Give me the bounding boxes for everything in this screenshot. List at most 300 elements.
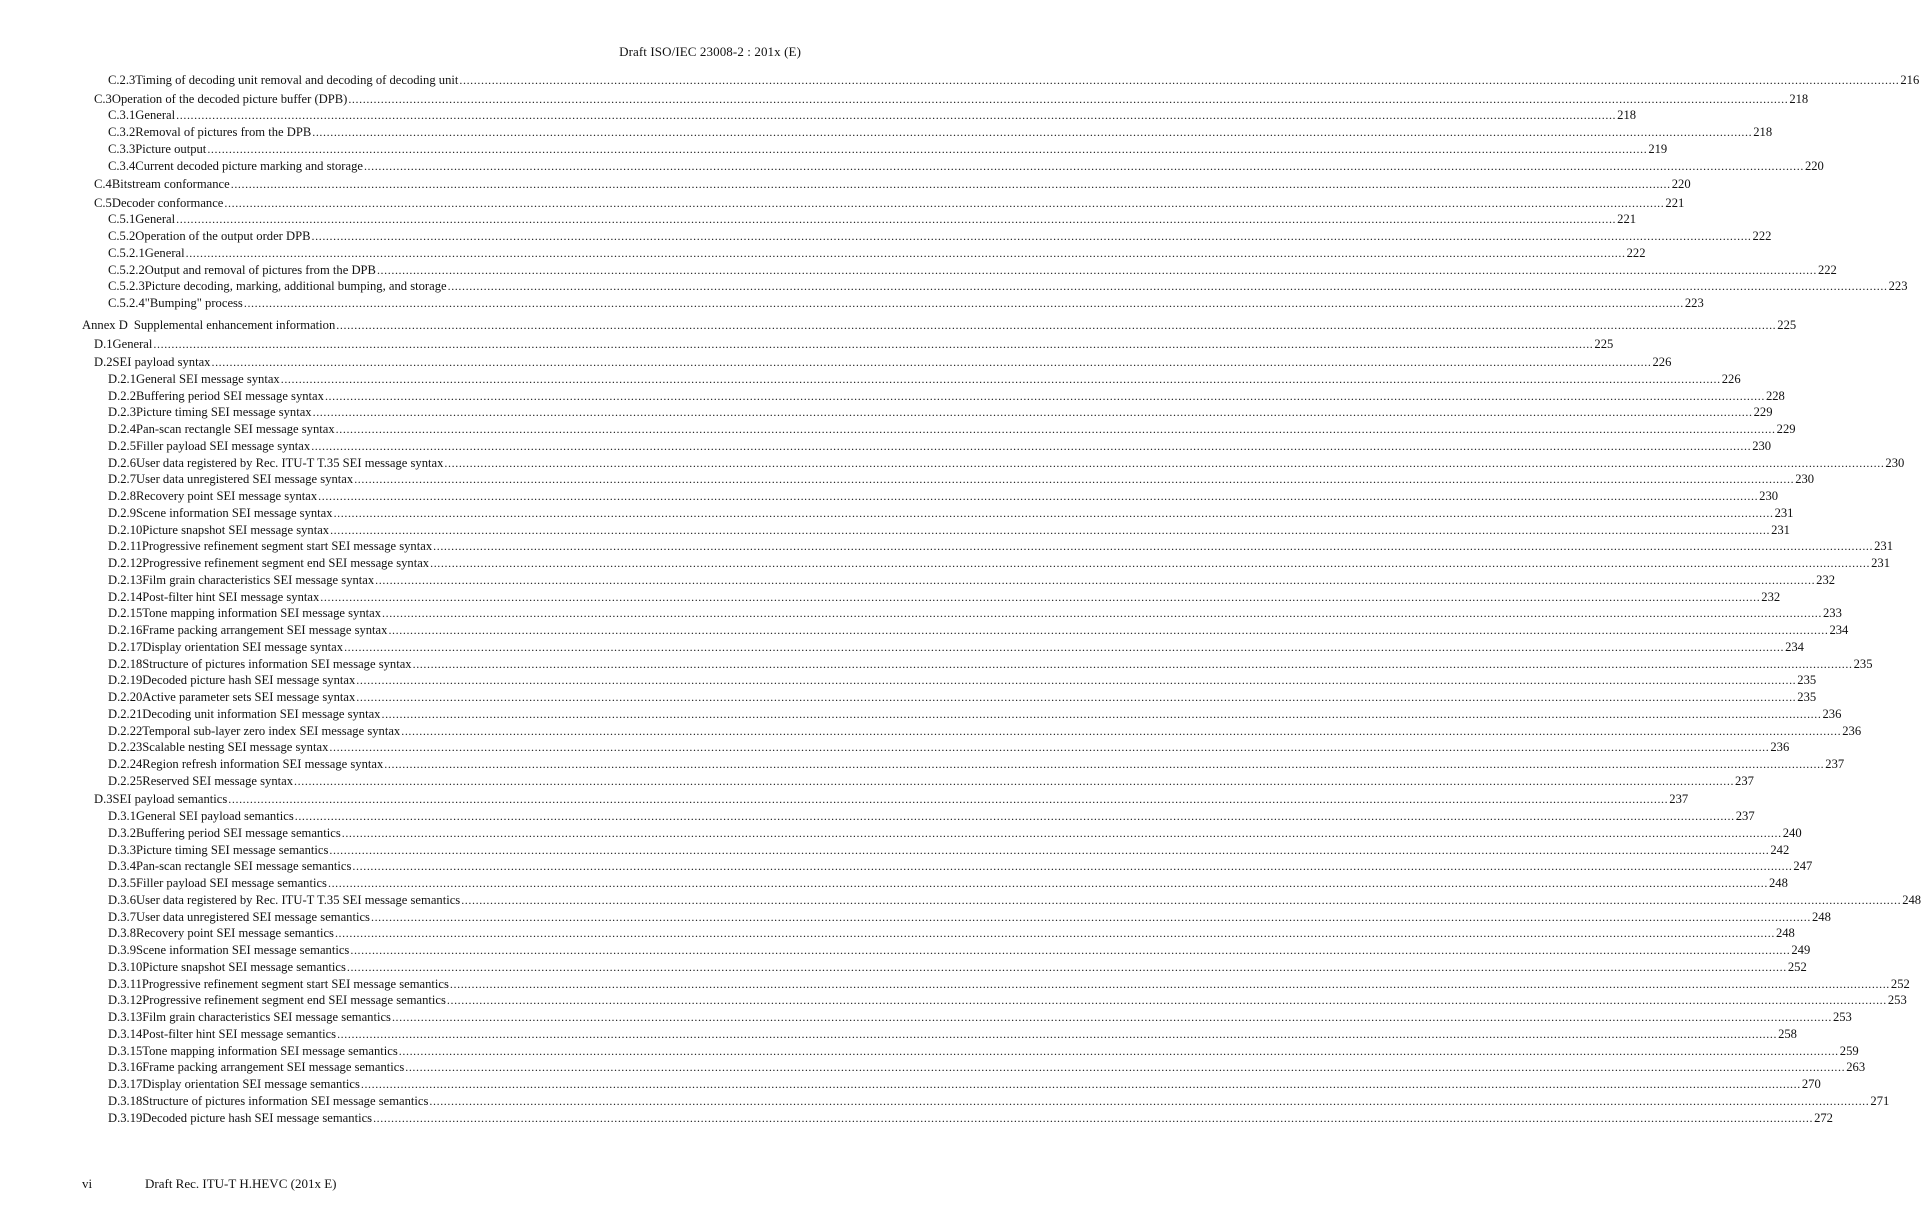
toc-entry-number: D.3.17 [108,1077,143,1091]
toc-entry-page: 240 [1782,825,1802,840]
toc-entry-title: Progressive refinement segment start SEI message semantics [141,976,449,991]
toc-entry-page: 237 [1825,757,1845,771]
toc-entry-title: Pan-scan rectangle SEI message semantics [136,859,352,874]
toc-entry-number: C.5.1 [108,212,136,227]
toc-entry[interactable] [108,488,1779,504]
toc-entry-title: Post-filter hint SEI message semantics [142,1026,337,1041]
toc-entry-page: 220 [1671,177,1691,191]
toc-entry-page: 228 [1765,388,1785,403]
toc-entry-title: Tone mapping information SEI message syntax [142,606,381,621]
toc-entry-title: Display orientation SEI message semantics [142,1077,360,1091]
toc-entry-title: Scene information SEI message syntax [136,505,333,520]
toc-entry-page: 248 [1768,876,1788,890]
toc-entry-title: Output and removal of pictures from the DPB [144,262,376,277]
toc-entry-title: Display orientation SEI message syntax [142,639,344,654]
toc-entry-number: D.3.14 [108,1026,143,1041]
toc-entry-title: Scene information SEI message semantics [136,943,350,957]
toc-leader-dots: ................................................................................................................................................................................................................................................................................................................................................................................................................ [224,195,1665,210]
toc-entry-number: D.2.6 [108,455,136,470]
toc-entry-title: Reserved SEI message syntax [142,773,294,788]
toc-entry-page: 248 [1811,909,1831,924]
toc-entry-number: C.4 [94,177,112,191]
toc-entry-title: General [112,336,153,351]
toc-entry-number: D.2.2 [108,388,136,403]
toc-entry-page: 235 [1853,656,1873,671]
toc-entry-page: 271 [1870,1093,1890,1108]
toc-entry-title: Tone mapping information SEI message semantics [142,1043,398,1058]
toc-entry-number: D.2.19 [108,673,143,688]
toc-entry[interactable] [108,505,1794,521]
toc-entry[interactable] [108,211,1637,227]
toc-entry[interactable] [108,892,1921,908]
toc-leader-dots: ................................................................................................................................................................................................................................................................................................................................................................................................................ [176,108,1617,123]
toc-entry-page: 249 [1791,943,1811,957]
toc-entry-page: 231 [1874,539,1894,554]
toc-leader-dots: ................................................................................................................................................................................................................................................................................................................................................................................................................ [153,336,1594,351]
toc-entry[interactable] [108,522,1790,538]
toc-entry[interactable] [94,336,1614,352]
toc-entry-title: Timing of decoding unit removal and decoding of decoding unit [135,73,459,87]
toc-entry-title: Supplemental enhancement information [133,318,336,332]
toc-entry[interactable] [108,1043,1859,1059]
toc-leader-dots: ................................................................................................................................................................................................................................................................................................................................................................................................................ [330,522,1771,537]
toc-entry-title: Picture timing SEI message semantics [136,842,329,857]
toc-leader-dots: ................................................................................................................................................................................................................................................................................................................................................................................................................ [370,909,1811,924]
toc-entry[interactable] [108,371,1741,387]
toc-entry-page: 218 [1617,108,1637,123]
toc-entry-number: D.3.1 [108,809,136,823]
toc-entry-page: 258 [1778,1026,1797,1041]
toc-leader-dots: ................................................................................................................................................................................................................................................................................................................................................................................................................ [354,472,1795,487]
toc-entry[interactable] [108,909,1831,925]
toc-entry-number: C.3.1 [108,108,136,123]
toc-entry-title: Post-filter hint SEI message syntax [142,589,320,604]
toc-entry-page: 223 [1684,296,1704,310]
toc-leader-dots: ................................................................................................................................................................................................................................................................................................................................................................................................................ [318,489,1759,503]
toc-entry-title: Frame packing arrangement SEI message semantics [142,1060,405,1075]
toc-entry-title: Recovery point SEI message syntax [136,489,318,503]
toc-entry-page: 248 [1775,926,1795,941]
toc-entry-number: D.2.20 [108,690,143,704]
toc-entry-number: D.2 [94,355,113,369]
toc-entry-page: 236 [1770,740,1790,755]
toc-entry[interactable] [108,228,1772,244]
toc-entry-number: D.2.9 [108,505,136,520]
toc-leader-dots: ................................................................................................................................................................................................................................................................................................................................................................................................................ [329,740,1770,755]
toc-leader-dots: ................................................................................................................................................................................................................................................................................................................................................................................................................ [430,556,1871,570]
toc-entry[interactable] [108,262,1837,278]
toc-entry[interactable] [108,739,1790,755]
toc-leader-dots: ................................................................................................................................................................................................................................................................................................................................................................................................................ [312,405,1753,420]
toc-entry-page: 231 [1871,556,1890,570]
toc-entry-number: D.3 [94,792,113,807]
toc-entry-number: D.3.13 [108,1010,143,1024]
toc-entry-page: 237 [1669,792,1689,807]
toc-entry-title: Filler payload SEI message syntax [136,438,311,453]
toc-entry-number: D.2.15 [108,606,143,621]
toc-entry-page: 226 [1721,371,1741,386]
toc-entry-number: D.2.5 [108,438,136,453]
toc-leader-dots: ................................................................................................................................................................................................................................................................................................................................................................................................................ [336,318,1777,332]
toc-entry-number: D.2.11 [108,539,142,554]
toc-entry[interactable] [108,1093,1890,1109]
toc-entry-title: General [144,245,185,260]
toc-entry[interactable] [108,295,1704,311]
toc-leader-dots: ................................................................................................................................................................................................................................................................................................................................................................................................................ [337,1026,1778,1041]
toc-entry-number: C.5 [94,195,112,210]
toc-entry[interactable] [108,875,1788,891]
toc-entry-page: 218 [1789,91,1809,106]
toc-entry[interactable] [108,538,1894,554]
toc-entry[interactable] [108,245,1646,261]
toc-entry-title: General SEI message syntax [136,371,280,386]
toc-entry-title: Progressive refinement segment start SEI message syntax [141,539,433,554]
toc-entry-title: SEI payload semantics [112,792,228,807]
toc-leader-dots: ................................................................................................................................................................................................................................................................................................................................................................................................................ [280,371,1721,386]
toc-entry-page: 253 [1887,993,1907,1008]
toc-entry[interactable] [108,756,1845,772]
toc-entry-number: C.5.2.4 [108,296,145,310]
toc-entry-page: 225 [1777,318,1797,332]
toc-leader-dots: ................................................................................................................................................................................................................................................................................................................................................................................................................ [388,623,1829,637]
toc-entry-page: 259 [1839,1043,1859,1058]
toc-leader-dots: ................................................................................................................................................................................................................................................................................................................................................................................................................ [311,438,1752,453]
toc-entry[interactable] [108,141,1668,157]
toc-entry-page: 222 [1752,229,1772,243]
toc-entry-page: 232 [1761,589,1781,604]
toc-entry-page: 234 [1829,623,1849,637]
toc-entry-title: Decoded picture hash SEI message syntax [142,673,356,688]
toc-entry-page: 247 [1793,859,1813,874]
toc-entry-page: 242 [1770,842,1790,857]
toc-entry-title: Active parameter sets SEI message syntax [142,690,356,704]
toc-leader-dots: ................................................................................................................................................................................................................................................................................................................................................................................................................ [363,158,1804,173]
toc-entry[interactable] [82,317,1797,333]
toc-leader-dots: ................................................................................................................................................................................................................................................................................................................................................................................................................ [324,388,1765,403]
toc-leader-dots: ................................................................................................................................................................................................................................................................................................................................................................................................................ [185,245,1626,260]
toc-entry-number: D.3.6 [108,892,136,907]
toc-entry-title: Picture snapshot SEI message semantics [142,959,346,974]
toc-entry-number: D.3.7 [108,909,136,924]
toc-leader-dots: ................................................................................................................................................................................................................................................................................................................................................................................................................ [433,539,1874,554]
toc-entry-number: D.3.12 [108,993,143,1008]
toc-entry-page: 230 [1759,489,1779,503]
toc-entry-page: 229 [1776,422,1796,436]
toc-entry-page: 235 [1797,690,1817,704]
toc-entry-title: Progressive refinement segment end SEI message syntax [142,556,430,570]
toc-leader-dots: ................................................................................................................................................................................................................................................................................................................................................................................................................ [360,1077,1801,1091]
toc-entry-number: C.3.3 [108,141,136,156]
toc-entry-title: Frame packing arrangement SEI message syntax [142,623,388,637]
toc-entry[interactable] [108,773,1754,789]
toc-entry-page: 230 [1885,455,1905,470]
toc-entry-title: "Bumping" process [144,296,243,310]
toc-leader-dots: ................................................................................................................................................................................................................................................................................................................................................................................................................ [461,892,1902,907]
toc-entry-number: D.3.4 [108,859,136,874]
toc-entry-title: User data unregistered SEI message semantics [136,909,370,924]
toc-entry[interactable] [94,195,1685,211]
toc-entry-number: C.2.3 [108,73,136,87]
toc-leader-dots: ................................................................................................................................................................................................................................................................................................................................................................................................................ [405,1060,1846,1075]
toc-leader-dots: ................................................................................................................................................................................................................................................................................................................................................................................................................ [356,673,1797,688]
toc-entry-page: 226 [1652,355,1672,369]
toc-leader-dots: ................................................................................................................................................................................................................................................................................................................................................................................................................ [344,639,1785,654]
toc-entry-title: Picture decoding, marking, additional bumping, and storage [144,279,447,294]
toc-entry[interactable] [108,1110,1833,1126]
toc-entry[interactable] [108,842,1790,858]
toc-entry-title: Picture snapshot SEI message syntax [142,522,330,537]
toc-entry-title: Operation of the decoded picture buffer (DPB) [111,91,348,106]
toc-entry-number: D.2.25 [108,773,143,788]
toc-entry-page: 219 [1648,141,1668,156]
toc-leader-dots: ................................................................................................................................................................................................................................................................................................................................................................................................................ [333,505,1774,520]
toc-entry[interactable] [108,388,1785,404]
toc-entry-title: User data unregistered SEI message syntax [136,472,354,487]
toc-entry-title: SEI payload syntax [112,355,211,369]
toc-leader-dots: ................................................................................................................................................................................................................................................................................................................................................................................................................ [401,723,1842,738]
toc-entry-number: D.3.18 [108,1093,143,1108]
toc-entry[interactable] [108,455,1905,471]
toc-entry-number: D.2.24 [108,757,143,771]
toc-leader-dots: ................................................................................................................................................................................................................................................................................................................................................................................................................ [320,589,1761,604]
toc-entry-number: C.5.2.1 [108,245,145,260]
toc-entry-number: D.2.12 [108,556,143,570]
toc-entry-title: Buffering period SEI message semantics [136,825,341,840]
toc-entry[interactable] [108,1059,1866,1075]
toc-entry[interactable] [108,107,1637,123]
toc-leader-dots: ................................................................................................................................................................................................................................................................................................................................................................................................................ [329,842,1770,857]
toc-leader-dots: ................................................................................................................................................................................................................................................................................................................................................................................................................ [311,229,1752,243]
toc-entry-number: D.2.18 [108,656,143,671]
toc-entry-page: 235 [1797,673,1817,688]
toc-entry-title: Removal of pictures from the DPB [135,125,312,139]
toc-entry-page: 216 [1900,73,1920,87]
toc-entry[interactable] [108,858,1813,874]
toc-entry-title: Recovery point SEI message semantics [136,926,334,941]
toc-entry-page: 221 [1665,195,1685,210]
toc-entry-page: 218 [1753,125,1773,139]
toc-entry-number: D.2.13 [108,572,143,587]
toc-entry-title: Temporal sub-layer zero index SEI message syntax [142,723,401,738]
toc-entry[interactable] [108,925,1795,941]
toc-entry-page: 231 [1774,505,1794,520]
toc-entry-page: 236 [1842,723,1862,738]
toc-entry[interactable] [108,158,1824,174]
toc-leader-dots: ................................................................................................................................................................................................................................................................................................................................................................................................................ [447,279,1888,294]
toc-entry-number: C.3 [94,91,112,106]
toc-entry[interactable] [108,672,1817,688]
toc-entry-number: D.3.9 [108,943,136,957]
toc-entry-page: 272 [1814,1110,1833,1125]
toc-entry-title: User data registered by Rec. ITU-T T.35 SEI message semantics [136,892,461,907]
toc-entry-number: D.2.7 [108,472,136,487]
toc-leader-dots: ................................................................................................................................................................................................................................................................................................................................................................................................................ [334,926,1775,941]
toc-entry-page: 223 [1888,279,1908,294]
toc-entry-page: 222 [1626,245,1646,260]
toc-leader-dots: ................................................................................................................................................................................................................................................................................................................................................................................................................ [384,757,1825,771]
toc-leader-dots: ................................................................................................................................................................................................................................................................................................................................................................................................................ [335,422,1776,436]
toc-entry[interactable] [108,471,1815,487]
toc-entry-page: 263 [1846,1060,1866,1075]
toc-leader-dots: ................................................................................................................................................................................................................................................................................................................................................................................................................ [230,177,1671,191]
toc-entry[interactable] [108,555,1890,571]
toc-entry-title: Structure of pictures information SEI message syntax [142,656,412,671]
toc-entry-title: Buffering period SEI message syntax [136,388,324,403]
toc-entry-number: D.2.22 [108,723,143,738]
toc-entry-page: 252 [1787,959,1807,974]
toc-entry[interactable] [108,124,1773,140]
toc-entry-page: 221 [1617,212,1637,227]
toc-entry-title: Film grain characteristics SEI message semantics [142,1010,391,1024]
toc-leader-dots: ................................................................................................................................................................................................................................................................................................................................................................................................................ [391,1010,1832,1024]
toc-entry-page: 222 [1817,262,1837,277]
toc-entry-number: D.2.14 [108,589,143,604]
toc-entry-title: General [135,212,176,227]
toc-entry-number: Annex D [82,318,128,332]
toc-entry[interactable] [108,1026,1797,1042]
toc-entry-title: General SEI payload semantics [136,809,294,823]
toc-entry-title: Picture timing SEI message syntax [136,405,312,420]
toc-entry-number: D.3.3 [108,842,136,857]
toc-entry[interactable] [108,808,1755,824]
toc-entry-number: D.2.1 [108,371,136,386]
toc-entry-title: Region refresh information SEI message syntax [142,757,384,771]
toc-entry-number: D.3.15 [108,1043,143,1058]
toc-entry-title: Pan-scan rectangle SEI message syntax [136,422,335,436]
toc-entry-number: C.3.2 [108,125,136,139]
toc-leader-dots: ................................................................................................................................................................................................................................................................................................................................................................................................................ [382,606,1822,621]
toc-entry-page: 236 [1822,706,1842,721]
toc-leader-dots: ................................................................................................................................................................................................................................................................................................................................................................................................................ [327,876,1768,890]
toc-leader-dots: ................................................................................................................................................................................................................................................................................................................................................................................................................ [356,690,1797,704]
toc-entry[interactable] [108,723,1862,739]
toc-entry[interactable] [108,825,1802,841]
toc-entry-title: Current decoded picture marking and storage [135,158,363,173]
toc-entry[interactable] [94,176,1691,192]
toc-entry-title: General [135,108,176,123]
toc-leader-dots: ................................................................................................................................................................................................................................................................................................................................................................................................................ [211,355,1652,369]
toc-entry-page: 248 [1902,892,1921,907]
toc-entry-number: D.2.4 [108,422,136,436]
toc-leader-dots: ................................................................................................................................................................................................................................................................................................................................................................................................................ [294,809,1735,823]
toc-entry-page: 270 [1801,1077,1821,1091]
toc-entry[interactable] [108,976,1910,992]
toc-entry-number: D.3.16 [108,1060,143,1075]
toc-entry[interactable] [94,354,1672,370]
toc-entry-number: D.3.8 [108,926,136,941]
toc-entry[interactable] [108,992,1907,1008]
toc-entry[interactable] [108,404,1773,420]
toc-entry[interactable] [108,689,1817,705]
toc-leader-dots: ................................................................................................................................................................................................................................................................................................................................................................................................................ [459,73,1900,87]
toc-entry-page: 253 [1832,1010,1852,1024]
toc-entry-title: Decoding unit information SEI message syntax [142,706,381,721]
toc-entry[interactable] [108,605,1842,621]
toc-entry-page: 230 [1752,438,1772,453]
toc-entry-page: 233 [1823,606,1842,621]
toc-entry-page: 230 [1795,472,1815,487]
toc-leader-dots: ................................................................................................................................................................................................................................................................................................................................................................................................................ [381,706,1822,721]
toc-entry-page: 237 [1735,773,1754,788]
toc-entry[interactable] [108,639,1804,655]
toc-entry[interactable] [108,1076,1821,1092]
toc-entry-page: 252 [1890,976,1910,991]
toc-entry[interactable] [108,589,1781,605]
toc-entry[interactable] [108,656,1873,672]
toc-entry[interactable] [108,421,1796,437]
running-header: Draft ISO/IEC 23008-2 : 201x (E) [619,44,801,59]
toc-entry[interactable] [108,622,1849,638]
toc-entry-number: D.3.5 [108,876,136,890]
toc-entry-number: D.2.21 [108,706,143,721]
toc-entry-number: C.5.2.2 [108,262,145,277]
toc-leader-dots: ................................................................................................................................................................................................................................................................................................................................................................................................................ [376,262,1817,277]
toc-entry-page: 232 [1816,572,1836,587]
toc-leader-dots: ................................................................................................................................................................................................................................................................................................................................................................................................................ [429,1093,1870,1108]
toc-entry-page: 234 [1785,639,1804,654]
toc-leader-dots: ................................................................................................................................................................................................................................................................................................................................................................................................................ [412,656,1853,671]
toc-entry[interactable] [108,942,1811,958]
toc-entry-number: D.2.8 [108,489,136,503]
toc-entry-page: 220 [1804,158,1824,173]
toc-entry[interactable] [108,1009,1852,1025]
toc-leader-dots: ................................................................................................................................................................................................................................................................................................................................................................................................................ [398,1043,1839,1058]
toc-entry[interactable] [108,278,1908,294]
footer-document-title: Draft Rec. ITU-T H.HEVC (201x E) [145,1176,337,1191]
toc-entry-title: Decoder conformance [111,195,224,210]
toc-entry-title: Filler payload SEI message semantics [136,876,327,890]
toc-entry-number: D.3.11 [108,976,142,991]
toc-entry[interactable] [94,791,1689,807]
toc-entry[interactable] [108,706,1842,722]
toc-entry-number: D.1 [94,336,113,351]
toc-entry-number: D.2.16 [108,623,143,637]
toc-leader-dots: ................................................................................................................................................................................................................................................................................................................................................................................................................ [373,1110,1814,1125]
toc-entry-title: Bitstream conformance [111,177,230,191]
toc-entry-title: Picture output [135,141,207,156]
toc-entry-page: 231 [1771,522,1790,537]
toc-leader-dots: ................................................................................................................................................................................................................................................................................................................................................................................................................ [341,825,1782,840]
toc-entry-number: D.2.23 [108,740,143,755]
toc-entry[interactable] [94,91,1809,107]
toc-entry-number: C.3.4 [108,158,136,173]
toc-entry-number: C.5.2.3 [108,279,145,294]
toc-leader-dots: ................................................................................................................................................................................................................................................................................................................................................................................................................ [348,91,1789,106]
toc-entry[interactable] [108,72,1920,88]
toc-leader-dots: ................................................................................................................................................................................................................................................................................................................................................................................................................ [352,859,1793,874]
toc-entry-number: C.5.2 [108,229,136,243]
toc-entry-number: D.3.10 [108,959,143,974]
toc-entry-title: Scalable nesting SEI message syntax [142,740,329,755]
toc-entry-title: Operation of the output order DPB [135,229,311,243]
toc-leader-dots: ................................................................................................................................................................................................................................................................................................................................................................................................................ [207,141,1648,156]
toc-leader-dots: ................................................................................................................................................................................................................................................................................................................................................................................................................ [176,212,1617,227]
footer-page-number: vi [82,1176,93,1191]
toc-entry[interactable] [108,438,1772,454]
toc-entry-number: D.2.17 [108,639,143,654]
toc-leader-dots: ................................................................................................................................................................................................................................................................................................................................................................................................................ [294,773,1735,788]
toc-entry-number: D.2.10 [108,522,143,537]
toc-leader-dots: ................................................................................................................................................................................................................................................................................................................................................................................................................ [446,993,1887,1008]
toc-entry-title: Film grain characteristics SEI message syntax [142,572,375,587]
toc-entry-page: 229 [1753,405,1773,420]
toc-entry[interactable] [108,572,1836,588]
toc-entry-number: D.3.19 [108,1110,143,1125]
toc-entry-title: Progressive refinement segment end SEI message semantics [142,993,446,1008]
running-footer [82,1176,336,1192]
toc-entry[interactable] [108,959,1807,975]
toc-leader-dots: ................................................................................................................................................................................................................................................................................................................................................................................................................ [449,976,1890,991]
